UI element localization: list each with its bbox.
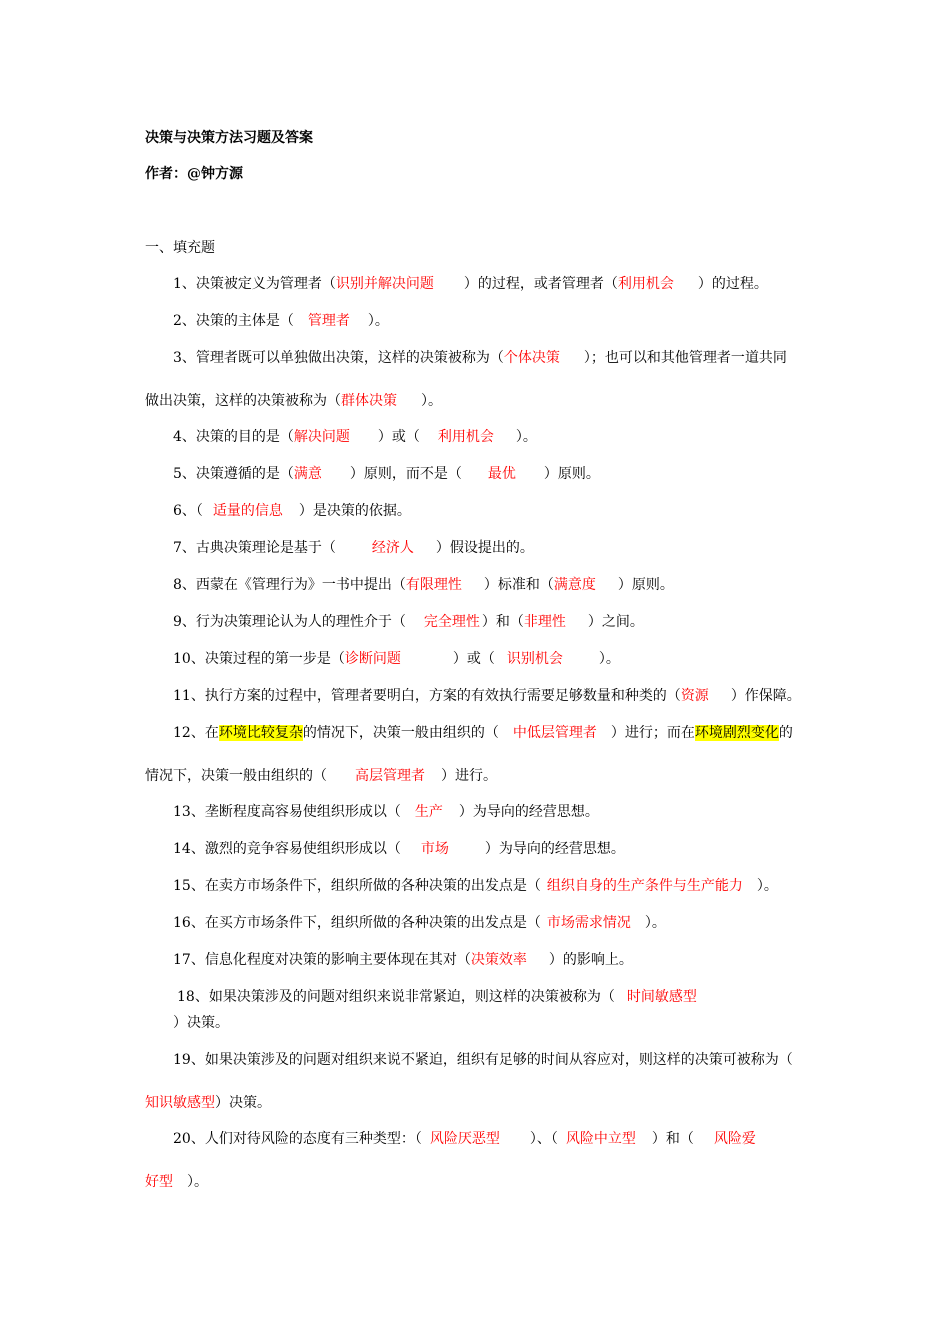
answer: 市场 xyxy=(420,841,449,857)
answer: 资源 xyxy=(680,688,709,704)
answer: 完全理性 xyxy=(423,614,480,630)
answer: 非理性 xyxy=(523,614,566,630)
highlight: 环境比较复杂 xyxy=(218,725,303,741)
section-heading: 一、填充题 xyxy=(145,240,215,256)
question-17: 17、信息化程度对决策的影响主要体现在其对（决策效率 ）的影响上。 xyxy=(173,952,633,968)
answer: 满意 xyxy=(293,466,322,482)
answer: 个体决策 xyxy=(503,350,560,366)
answer: 风险厌恶型 xyxy=(429,1131,500,1147)
answer: 利用机会 xyxy=(437,429,494,445)
answer: 适量的信息 xyxy=(212,503,283,519)
answer: 最优 xyxy=(487,466,516,482)
answer: 诊断问题 xyxy=(344,651,401,667)
answer: 决策效率 xyxy=(470,952,527,968)
answer: 管理者 xyxy=(307,313,350,329)
question-3: 3、管理者既可以单独做出决策，这样的决策被称为（个体决策 ）；也可以和其他管理者一道共同 xyxy=(173,350,787,366)
question-4: 4、决策的目的是（解决问题 ）或（ 利用机会 ）。 xyxy=(173,429,537,445)
question-11: 11、执行方案的过程中，管理者要明白，方案的有效执行需要足够数量和种类的（资源 ）作保障。 xyxy=(173,688,801,704)
question-18: 18、如果决策涉及的问题对组织来说非常紧迫，则这样的决策被称为（ 时间敏感型 xyxy=(177,989,697,1005)
question-20: 20、人们对待风险的态度有三种类型：（ 风险厌恶型 ）、（ 风险中立型 ）和（ 风险爱 xyxy=(173,1131,756,1147)
question-5: 5、决策遵循的是（满意 ）原则，而不是（ 最优 ）原则。 xyxy=(173,466,600,482)
question-2: 2、决策的主体是（ 管理者 ）。 xyxy=(173,313,389,329)
question-8: 8、西蒙在《管理行为》一书中提出（有限理性 ）标准和（满意度 ）原则。 xyxy=(173,577,674,593)
answer: 满意度 xyxy=(553,577,596,593)
question-13: 13、垄断程度高容易使组织形成以（ 生产 ）为导向的经营思想。 xyxy=(173,804,599,820)
question-14: 14、激烈的竞争容易使组织形成以（ 市场 ）为导向的经营思想。 xyxy=(173,841,625,857)
question-3-cont: 做出决策，这样的决策被称为（群体决策 ）。 xyxy=(145,393,442,409)
question-19: 19、如果决策涉及的问题对组织来说不紧迫，组织有足够的时间从容应对，则这样的决策可被称为（ xyxy=(173,1052,793,1068)
question-12-cont: 情况下，决策一般由组织的（ 高层管理者 ）进行。 xyxy=(145,768,497,784)
highlight: 环境剧烈变化 xyxy=(694,725,779,741)
answer: 知识敏感型 xyxy=(145,1095,215,1111)
answer: 时间敏感型 xyxy=(626,989,697,1005)
question-16: 16、在买方市场条件下，组织所做的各种决策的出发点是（ 市场需求情况 ）。 xyxy=(173,915,666,931)
author-line: 作者：@钟方源 xyxy=(145,166,243,182)
question-6: 6、（ 适量的信息 ）是决策的依据。 xyxy=(173,503,411,519)
answer: 有限理性 xyxy=(405,577,462,593)
answer: 好型 xyxy=(145,1174,173,1190)
question-1: 1、决策被定义为管理者（识别并解决问题 ）的过程，或者管理者（利用机会 ）的过程。 xyxy=(173,276,768,292)
answer: 风险爱 xyxy=(713,1131,756,1147)
question-7: 7、古典决策理论是基于（ 经济人 ）假设提出的。 xyxy=(173,540,534,556)
question-10: 10、决策过程的第一步是（诊断问题 ）或（ 识别机会 ）。 xyxy=(173,651,620,667)
question-9: 9、行为决策理论认为人的理性介于（ 完全理性 ）和（非理性 ）之间。 xyxy=(173,614,644,630)
question-15: 15、在卖方市场条件下，组织所做的各种决策的出发点是（ 组织自身的生产条件与生产能力 ）。 xyxy=(173,878,778,894)
answer: 识别机会 xyxy=(506,651,563,667)
document-title: 决策与决策方法习题及答案 xyxy=(145,130,313,146)
answer: 经济人 xyxy=(371,540,414,556)
answer: 群体决策 xyxy=(341,393,397,409)
answer: 市场需求情况 xyxy=(546,915,631,931)
answer: 解决问题 xyxy=(293,429,350,445)
answer: 生产 xyxy=(414,804,443,820)
answer: 中低层管理者 xyxy=(512,725,597,741)
question-19-cont: 知识敏感型）决策。 xyxy=(145,1095,271,1111)
answer: 组织自身的生产条件与生产能力 xyxy=(546,878,743,894)
answer: 利用机会 xyxy=(617,276,674,292)
answer: 高层管理者 xyxy=(355,768,425,784)
question-12: 12、在环境比较复杂的情况下，决策一般由组织的（ 中低层管理者 ）进行；而在环境剧烈变化的 xyxy=(173,725,793,741)
question-20-cont: 好型 ）。 xyxy=(145,1174,208,1190)
question-18-cont: ）决策。 xyxy=(173,1015,229,1031)
answer: 识别并解决问题 xyxy=(335,276,434,292)
answer: 风险中立型 xyxy=(565,1131,636,1147)
